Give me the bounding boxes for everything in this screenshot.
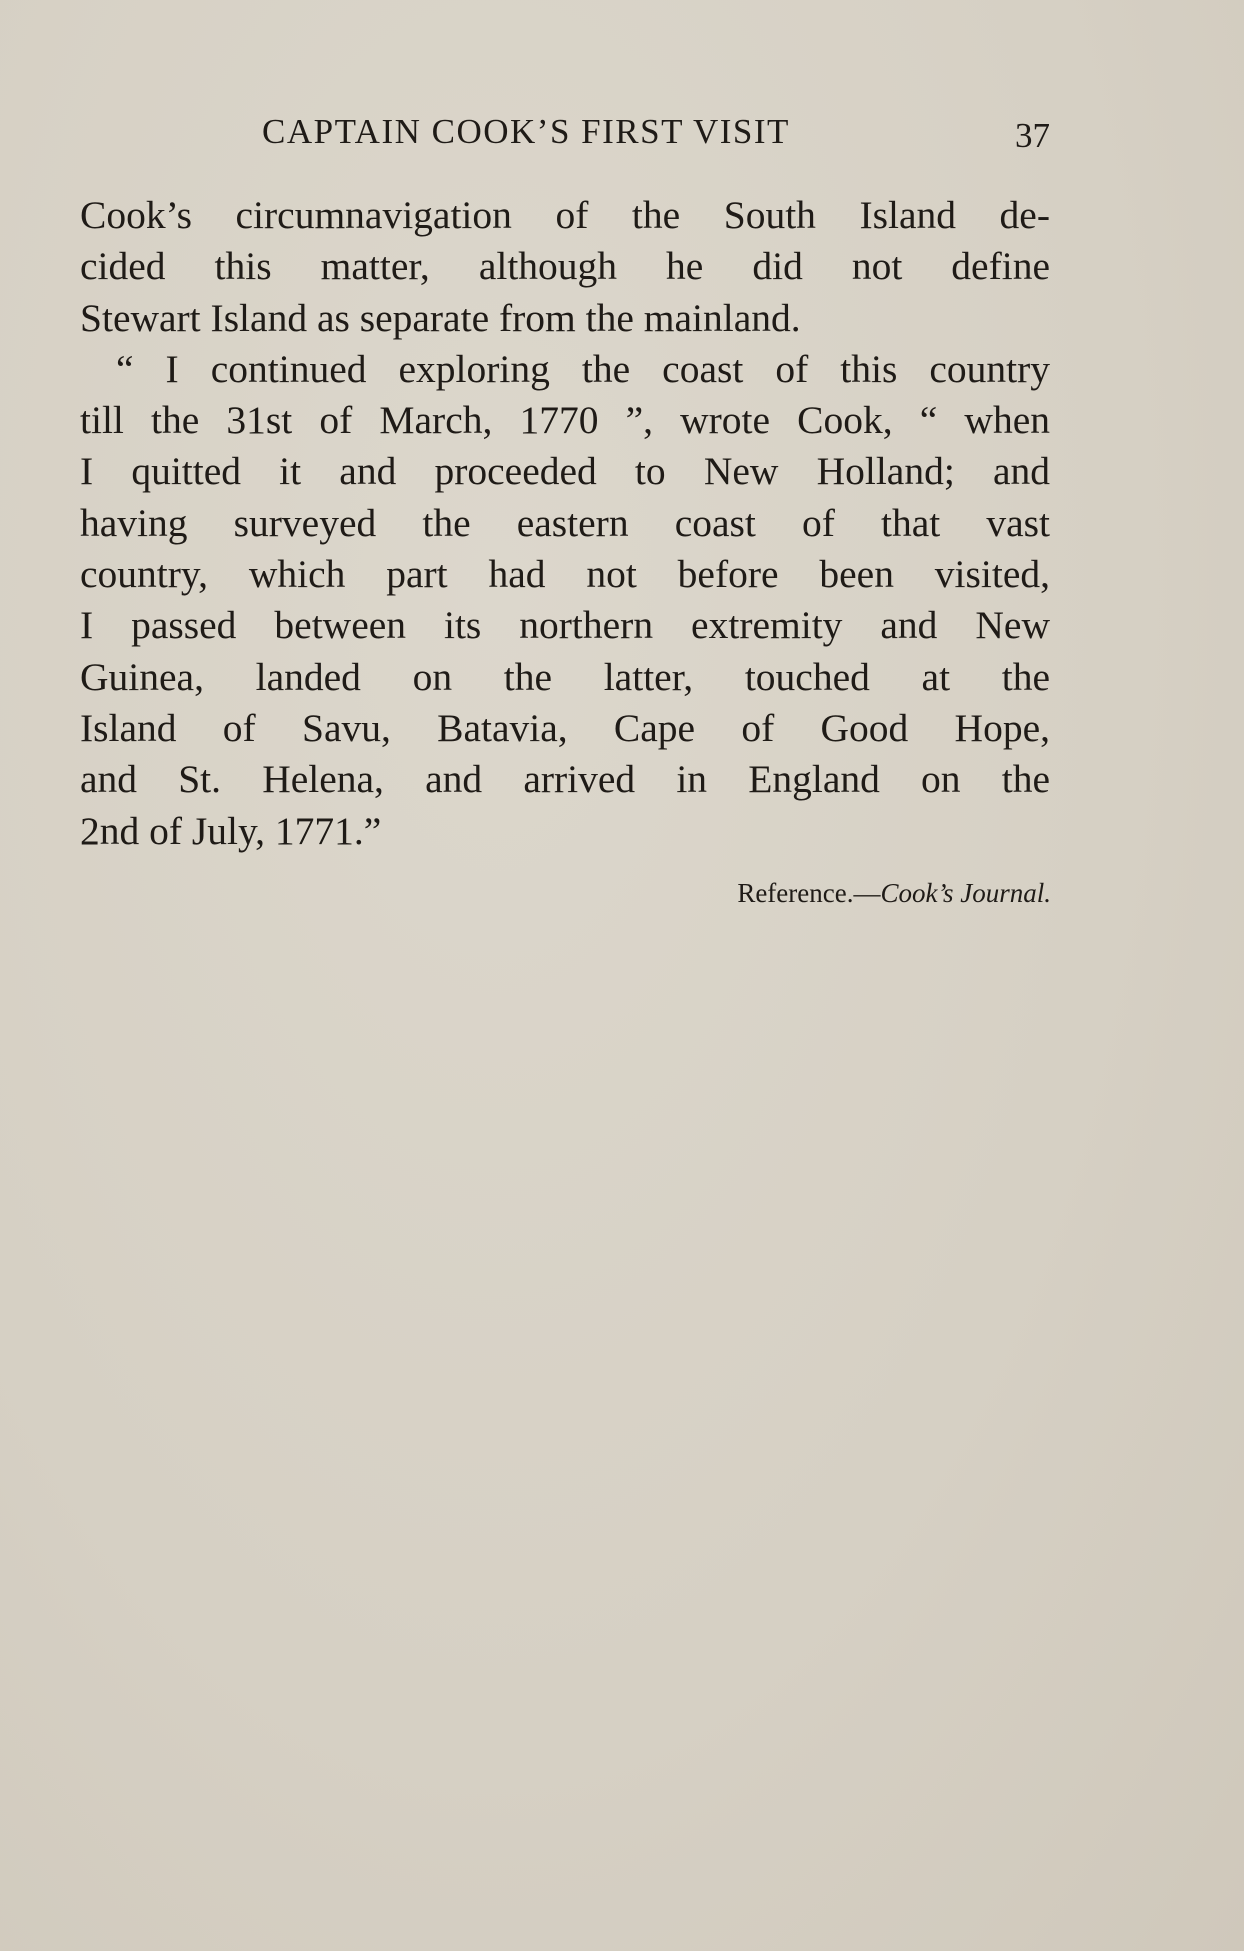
page-number: 37	[1015, 116, 1050, 155]
text-line: Island of Savu, Batavia, Cape of Good Hope,	[80, 705, 1050, 750]
text-line: country, which part had not before been visited,	[80, 552, 1050, 597]
text-line: Guinea, landed on the latter, touched at the	[80, 654, 1050, 699]
text-line: Stewart Island as separate from the mainland.	[80, 295, 801, 340]
text-line: “ I continued exploring the coast of this country	[116, 346, 1050, 391]
text-line: and St. Helena, and arrived in England on the	[80, 757, 1050, 802]
reference-label: Reference.—	[737, 878, 881, 908]
running-head	[80, 112, 1050, 162]
text-line: I passed between its northern extremity and New	[80, 603, 1050, 648]
text-line: I quitted it and proceeded to New Holland; and	[80, 449, 1050, 494]
reference-work: Cook’s Journal.	[880, 878, 1051, 908]
text-line: cided this matter, although he did not define	[80, 244, 1050, 289]
text-line: 2nd of July, 1771.”	[80, 808, 382, 853]
reference-note	[737, 878, 1051, 909]
text-line: till the 31st of March, 1770 ”, wrote Cook, “ when	[80, 398, 1050, 443]
running-title: CAPTAIN COOK’S FIRST VISIT	[262, 112, 790, 151]
body-text	[80, 190, 1050, 857]
text-line: having surveyed the eastern coast of that vast	[80, 500, 1050, 545]
text-line: Cook’s circumnavigation of the South Island de-	[80, 193, 1050, 237]
